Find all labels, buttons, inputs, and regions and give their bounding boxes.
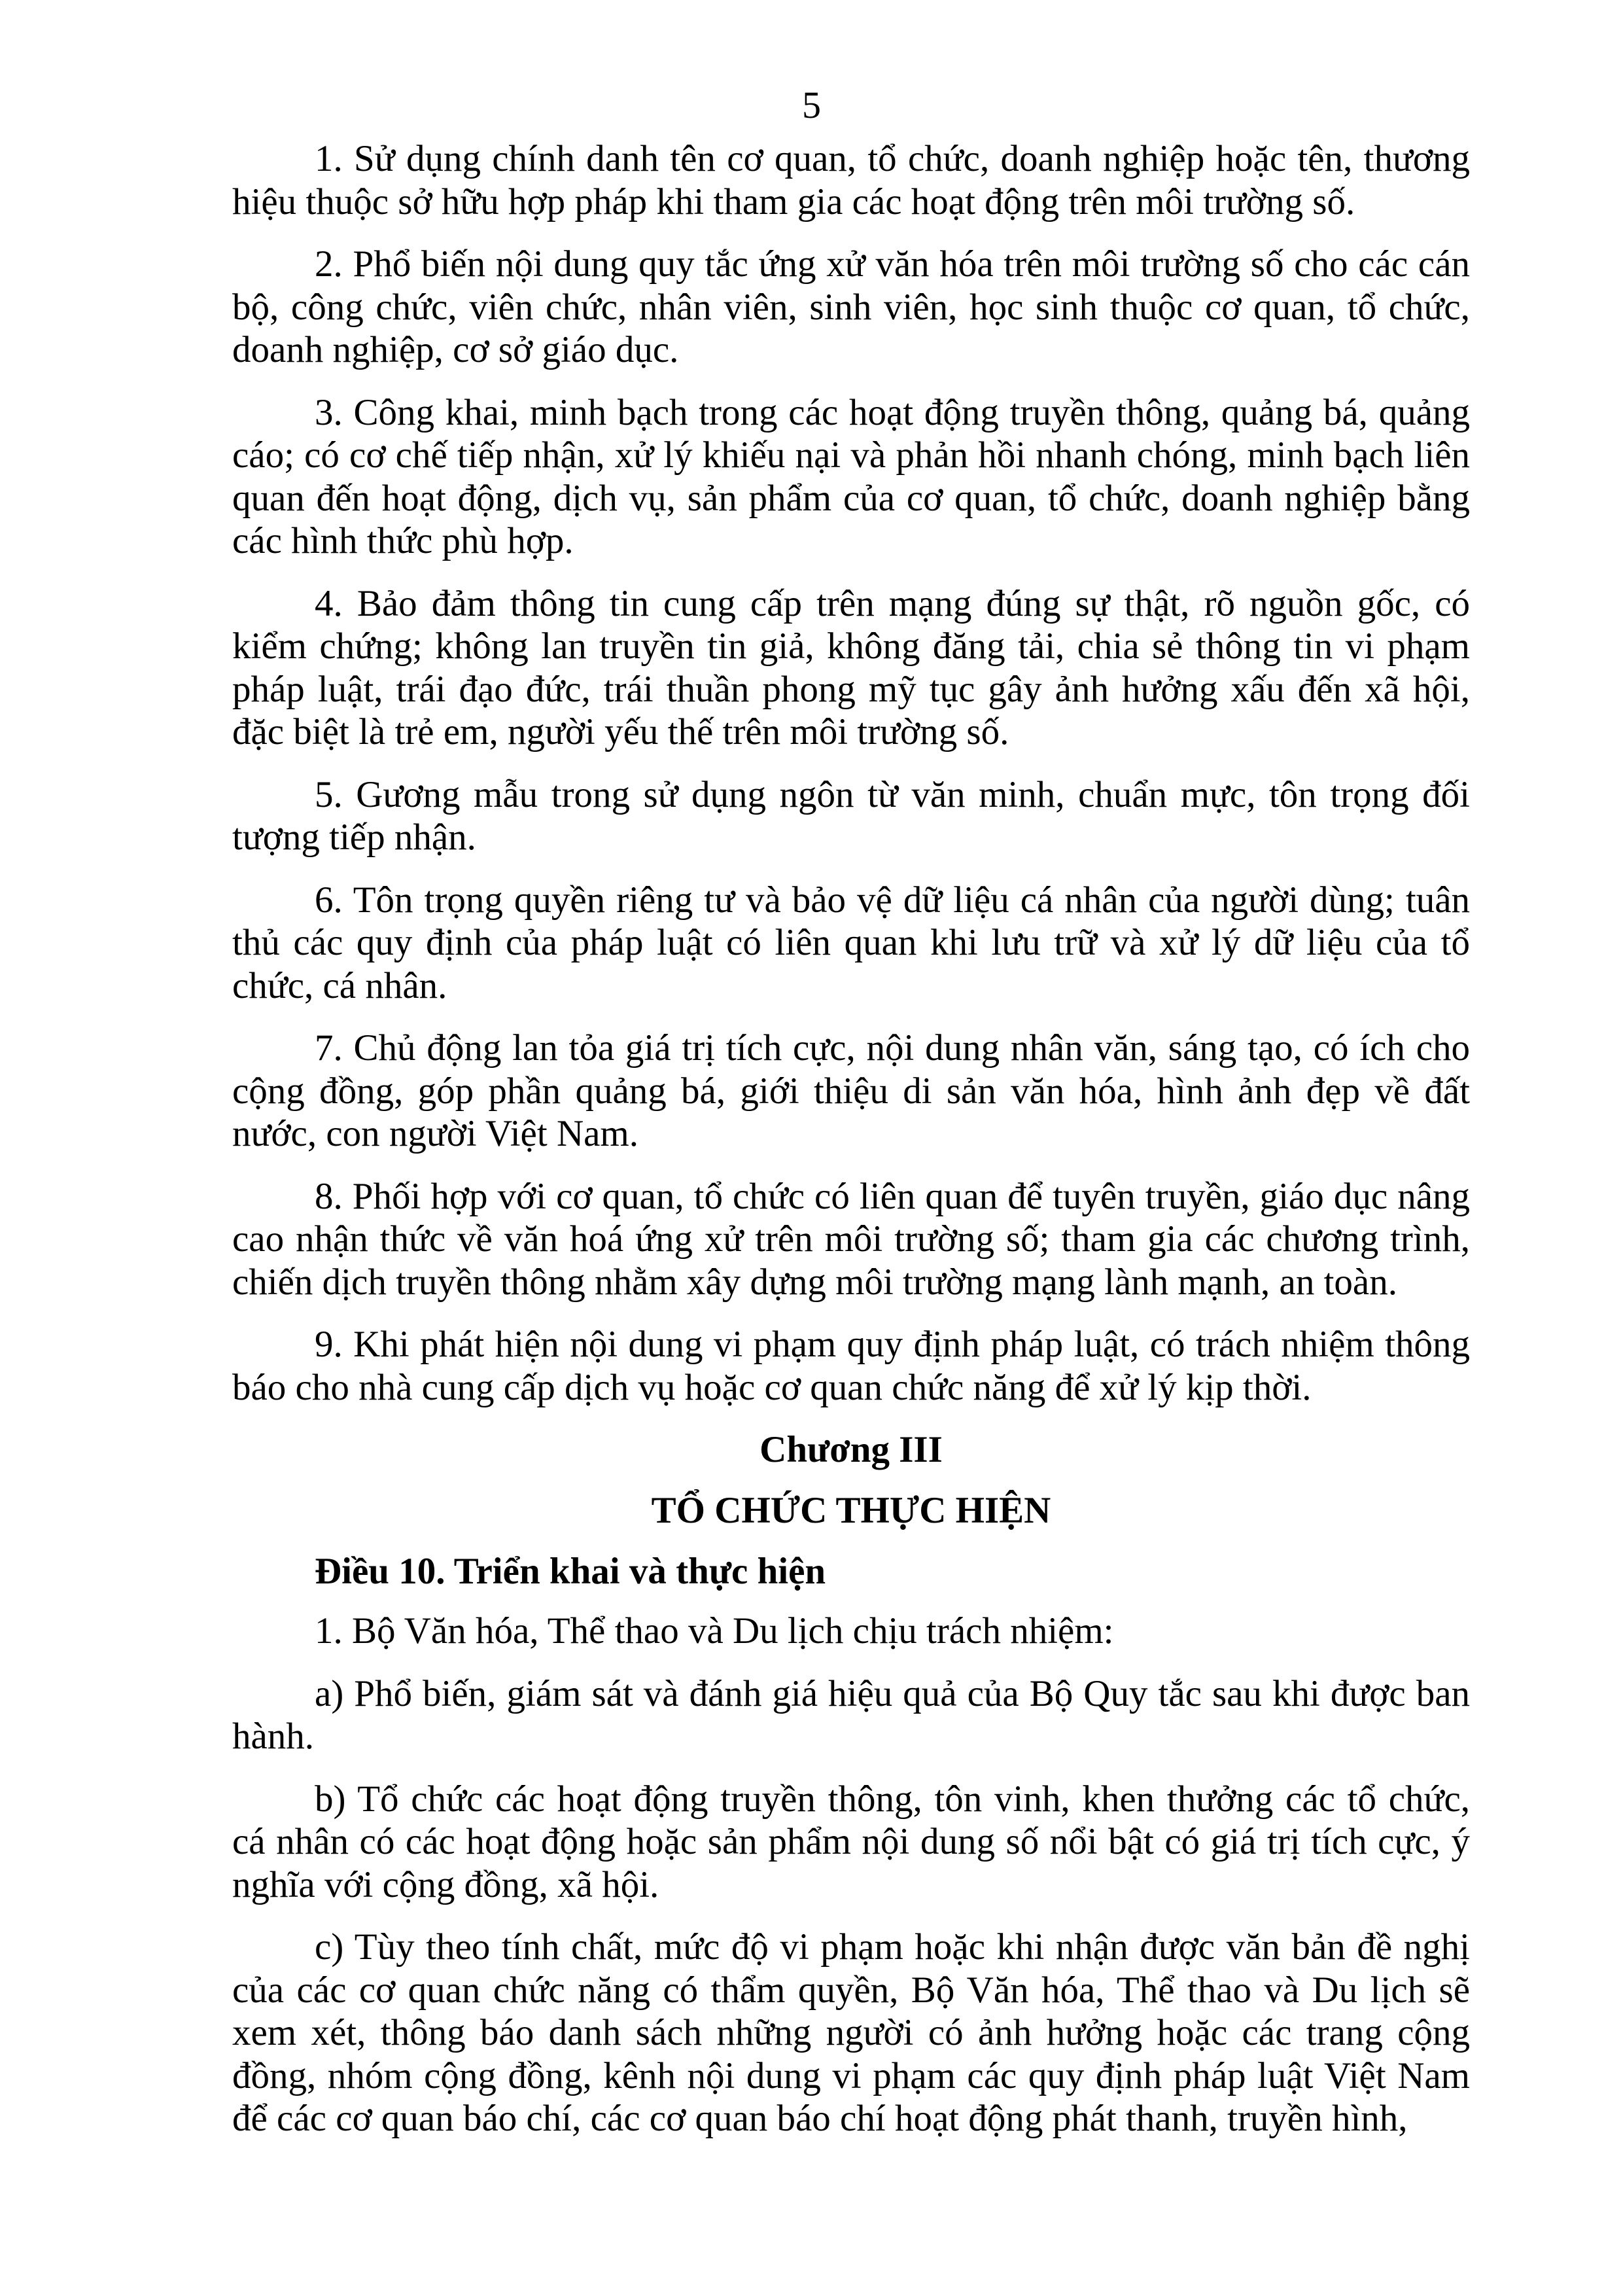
clause-1: 1. Sử dụng chính danh tên cơ quan, tổ chức, doanh nghiệp hoặc tên, thương hiệu thuộc sở hữu hợp pháp khi tham gia các hoạt động trên môi trường số. — [232, 138, 1470, 222]
chapter-label: Chương III — [759, 1429, 943, 1470]
clause-2: 2. Phổ biến nội dung quy tắc ứng xử văn hóa trên môi trường số cho các cán bộ, công chức, viên chức, nhân viên, sinh viên, học sinh thuộc cơ quan, tổ chức, doanh nghiệp, cơ sở giáo dục. — [232, 243, 1470, 370]
article-point-c: c) Tùy theo tính chất, mức độ vi phạm hoặc khi nhận được văn bản đề nghị của các cơ quan chức năng có thẩm quyền, Bộ Văn hóa, Thể thao và Du lịch sẽ xem xét, thông báo danh sách những người có ảnh hưởng hoặc các trang cộng đồng, nhóm cộng đồng, kênh nội dung vi phạm các quy định pháp luật Việt Nam để các cơ quan báo chí, các cơ quan báo chí hoạt động phát thanh, truyền hình, — [232, 1926, 1470, 2139]
document-body — [232, 137, 1470, 2160]
clause-5: 5. Gương mẫu trong sử dụng ngôn từ văn minh, chuẩn mực, tôn trọng đối tượng tiếp nhận. — [232, 773, 1470, 858]
clause-8: 8. Phối hợp với cơ quan, tổ chức có liên quan để tuyên truyền, giáo dục nâng cao nhận thức về văn hoá ứng xử trên môi trường số; tham gia các chương trình, chiến dịch truyền thông nhằm xây dựng môi trường mạng lành mạnh, an toàn. — [232, 1175, 1470, 1303]
article-heading: Điều 10. Triển khai và thực hiện — [315, 1551, 826, 1592]
article-point-b: b) Tổ chức các hoạt động truyền thông, tôn vinh, khen thưởng các tổ chức, cá nhân có các hoạt động hoặc sản phẩm nội dung số nổi bật có giá trị tích cực, ý nghĩa với cộng đồng, xã hội. — [232, 1778, 1470, 1905]
clause-9: 9. Khi phát hiện nội dung vi phạm quy định pháp luật, có trách nhiệm thông báo cho nhà cung cấp dịch vụ hoặc cơ quan chức năng để xử lý kịp thời. — [232, 1324, 1470, 1408]
article-clause-1: 1. Bộ Văn hóa, Thể thao và Du lịch chịu trách nhiệm: — [315, 1610, 1114, 1651]
clause-3: 3. Công khai, minh bạch trong các hoạt động truyền thông, quảng bá, quảng cáo; có cơ chế tiếp nhận, xử lý khiếu nại và phản hồi nhanh chóng, minh bạch liên quan đến hoạt động, dịch vụ, sản phẩm của cơ quan, tổ chức, doanh nghiệp bằng các hình thức phù hợp. — [232, 391, 1470, 561]
chapter-title: TỔ CHỨC THỰC HIỆN — [651, 1490, 1051, 1531]
article-point-a: a) Phổ biến, giám sát và đánh giá hiệu quả của Bộ Quy tắc sau khi được ban hành. — [232, 1672, 1470, 1757]
clause-4: 4. Bảo đảm thông tin cung cấp trên mạng đúng sự thật, rõ nguồn gốc, có kiểm chứng; không lan truyền tin giả, không đăng tải, chia sẻ thông tin vi phạm pháp luật, trái đạo đức, trái thuần phong mỹ tục gây ảnh hưởng xấu đến xã hội, đặc biệt là trẻ em, người yếu thế trên môi trường số. — [232, 582, 1470, 752]
page-number: 5 — [802, 84, 821, 126]
clause-7: 7. Chủ động lan tỏa giá trị tích cực, nội dung nhân văn, sáng tạo, có ích cho cộng đồng, góp phần quảng bá, giới thiệu di sản văn hóa, hình ảnh đẹp về đất nước, con người Việt Nam. — [232, 1027, 1470, 1154]
clause-6: 6. Tôn trọng quyền riêng tư và bảo vệ dữ liệu cá nhân của người dùng; tuân thủ các quy định của pháp luật có liên quan khi lưu trữ và xử lý dữ liệu của tổ chức, cá nhân. — [232, 879, 1470, 1006]
